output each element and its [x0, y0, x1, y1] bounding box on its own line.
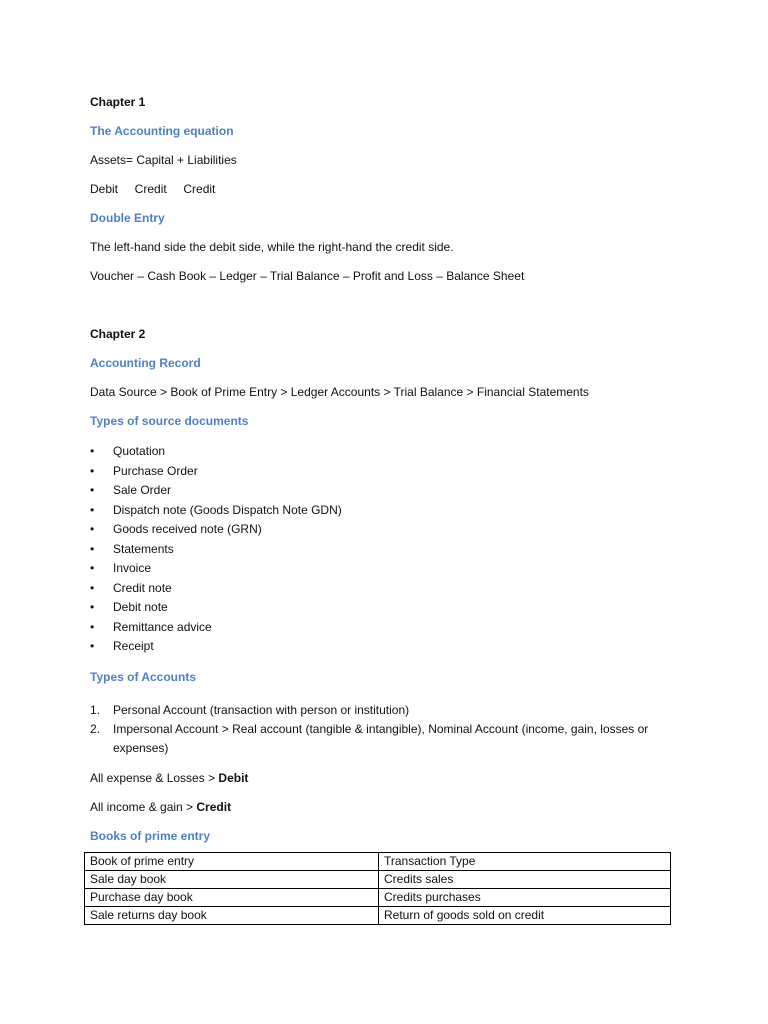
source-documents-heading: Types of source documents [90, 414, 249, 428]
accounting-equation-text: Assets= Capital + Liabilities [90, 153, 237, 167]
bullet-icon: • [90, 541, 95, 556]
list-item-text: Credit note [113, 580, 172, 595]
list-item-text: Purchase Order [113, 463, 198, 478]
list-item-text: Impersonal Account > Real account (tangible & intangible), Nominal Account (income, gain, losses or expenses) [113, 721, 649, 755]
double-entry-description: The left-hand side the debit side, while the right-hand the credit side. [90, 240, 454, 254]
list-item [90, 618, 690, 638]
list-item-text: Debit note [113, 600, 168, 614]
list-item-text: Receipt [113, 639, 154, 653]
list-item [90, 559, 690, 579]
list-item [90, 501, 690, 521]
list-item-text: Personal Account (transaction with person or institution) [113, 702, 410, 717]
bullet-icon: • [90, 502, 95, 517]
list-item-text: Invoice [113, 561, 152, 575]
accounting-record-heading: Accounting Record [90, 356, 201, 370]
income-rule-text: All income & gain > [90, 799, 197, 814]
table-header-row [85, 853, 671, 871]
source-documents-list [90, 442, 690, 657]
list-item-text: Sale Order [113, 483, 172, 497]
table-cell: Credits purchases [379, 889, 671, 907]
types-of-accounts-heading: Types of Accounts [90, 669, 197, 684]
table-row [85, 907, 671, 925]
list-item-text: Remittance advice [113, 619, 212, 634]
income-rule-credit: Credit [196, 799, 232, 814]
bullet-icon: • [90, 444, 95, 458]
list-item [90, 720, 690, 758]
prime-entry-table [84, 852, 671, 925]
list-item-text: Goods received note (GRN) [113, 522, 262, 536]
list-item [90, 637, 690, 657]
debit-credit-labels: Debit Credit Credit [90, 182, 216, 196]
chapter-1-title: Chapter 1 [90, 95, 146, 109]
list-item [90, 701, 690, 720]
list-item [90, 579, 690, 599]
bullet-icon: • [90, 483, 95, 497]
expense-rule-text: All expense & Losses > [90, 770, 219, 785]
list-item [90, 520, 690, 540]
accounting-record-flow: Data Source > Book of Prime Entry > Ledger Accounts > Trial Balance > Financial Statements [90, 385, 589, 399]
accounting-equation-heading: The Accounting equation [90, 124, 234, 138]
table-cell: Sale returns day book [85, 907, 379, 925]
list-item [90, 481, 690, 501]
double-entry-heading: Double Entry [90, 211, 165, 225]
account-types-list [90, 701, 690, 758]
list-number: 1. [90, 702, 101, 717]
table-row [85, 871, 671, 889]
bullet-icon: • [90, 463, 95, 478]
books-of-prime-entry-heading: Books of prime entry [90, 828, 211, 843]
column-header: Book of prime entry [85, 853, 379, 871]
expense-rule [90, 769, 690, 787]
list-item [90, 598, 690, 618]
expense-rule-debit: Debit [218, 770, 249, 785]
table-cell: Sale day book [85, 871, 379, 889]
list-item [90, 442, 690, 462]
list-item-text: Quotation [113, 444, 166, 458]
document-page [90, 93, 690, 845]
chapter-2-title: Chapter 2 [90, 327, 146, 341]
bullet-icon: • [90, 580, 95, 595]
list-item-text: Dispatch note (Goods Dispatch Note GDN) [113, 502, 342, 517]
list-item [90, 462, 690, 482]
bullet-icon: • [90, 561, 95, 575]
table-cell: Purchase day book [85, 889, 379, 907]
list-item-text: Statements [113, 541, 174, 556]
bullet-icon: • [90, 600, 95, 614]
bullet-icon: • [90, 522, 95, 536]
list-item [90, 540, 690, 560]
table-cell: Credits sales [379, 871, 671, 889]
list-number: 2. [90, 721, 101, 736]
column-header: Transaction Type [379, 853, 671, 871]
accounting-cycle-flow: Voucher – Cash Book – Ledger – Trial Balance – Profit and Loss – Balance Sheet [90, 269, 525, 283]
bullet-icon: • [90, 619, 95, 634]
table-cell: Return of goods sold on credit [379, 907, 671, 925]
income-rule [90, 798, 690, 816]
table-row [85, 889, 671, 907]
bullet-icon: • [90, 639, 95, 653]
